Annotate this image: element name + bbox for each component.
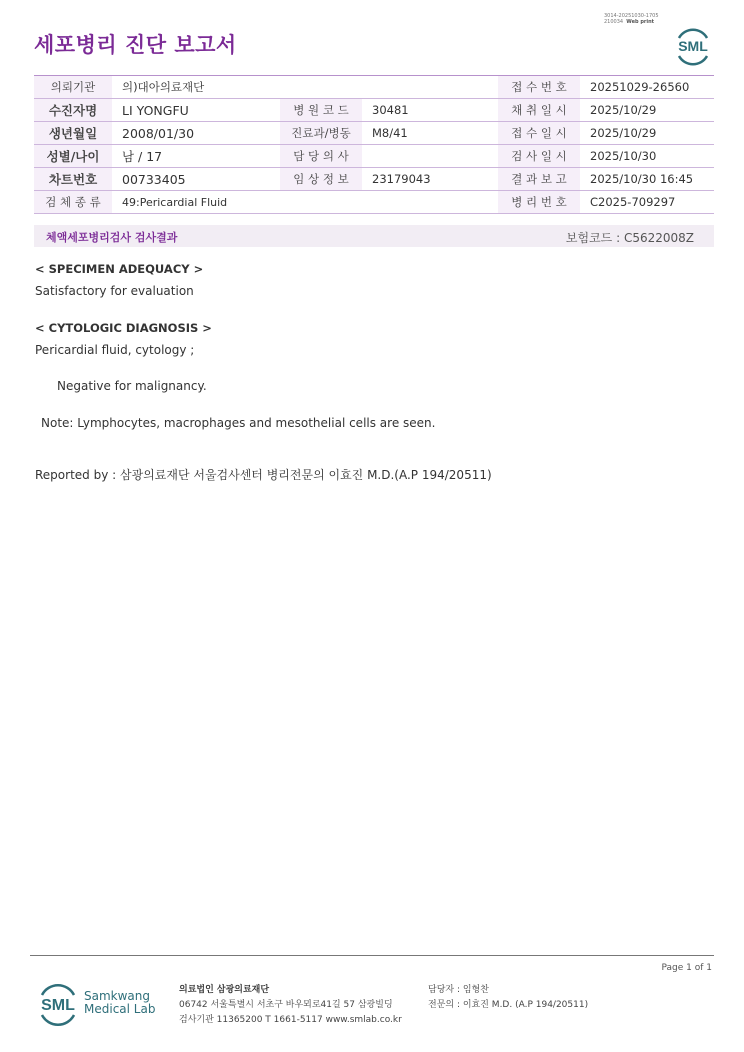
org-address: 06742 서울특별시 서초구 바우뫼로41길 57 삼광빌딩 xyxy=(179,1000,393,1010)
field-value: 2025/10/29 xyxy=(580,99,714,122)
adequacy-text: Satisfactory for evaluation xyxy=(35,284,194,298)
field-value: 30481 xyxy=(362,99,498,122)
insurance-code: 보험코드 : C5622008Z xyxy=(565,231,694,245)
field-label: 병 원 코 드 xyxy=(280,99,362,122)
field-label: 진료과/병동 xyxy=(280,122,362,145)
field-label: 의뢰기관 xyxy=(34,76,112,99)
chart-number: 00733405 xyxy=(112,168,280,191)
field-value: 20251029-26560 xyxy=(580,76,714,99)
table-row xyxy=(34,145,714,168)
org-name: 의료법인 삼광의료재단 xyxy=(179,985,270,995)
field-label: 검 체 종 류 xyxy=(34,191,112,214)
logo-text: SML xyxy=(41,997,75,1014)
page-number: Page 1 of 1 xyxy=(661,963,712,973)
page-title: 세포병리 진단 보고서 xyxy=(34,33,237,57)
pathology-number: C2025-709297 xyxy=(580,191,714,214)
sml-logo xyxy=(672,26,714,66)
field-label: 임 상 정 보 xyxy=(280,168,362,191)
diagnosis-result: Negative for malignancy. xyxy=(57,379,207,393)
field-label: 접 수 일 시 xyxy=(498,122,580,145)
staff-info: 담당자 : 임형찬 xyxy=(428,985,489,995)
field-label: 생년월일 xyxy=(34,122,112,145)
table-row xyxy=(34,99,714,122)
table-row xyxy=(34,76,714,99)
field-value: 23179043 xyxy=(362,168,498,191)
field-value: M8/41 xyxy=(362,122,498,145)
patient-info-table xyxy=(34,75,714,214)
specialist-info: 전문의 : 이효진 M.D. (A.P 194/20511) xyxy=(428,1000,589,1010)
section-title: 체액세포병리검사 검사결과 xyxy=(46,231,178,244)
table-row xyxy=(34,122,714,145)
field-label: 검 사 일 시 xyxy=(498,145,580,168)
field-label: 담 당 의 사 xyxy=(280,145,362,168)
field-value: 2025/10/30 xyxy=(580,145,714,168)
field-label: 차트번호 xyxy=(34,168,112,191)
field-label: 수진자명 xyxy=(34,99,112,122)
field-value: 2025/10/29 xyxy=(580,122,714,145)
adequacy-header: < SPECIMEN ADEQUACY > xyxy=(35,262,204,276)
note-text: Note: Lymphocytes, macrophages and mesothelial cells are seen. xyxy=(41,416,436,430)
print-code: 3014-20251030-1705 210034 Web print xyxy=(604,13,659,25)
field-label: 병 리 번 호 xyxy=(498,191,580,214)
footer-divider xyxy=(30,955,714,956)
field-value: 2008/01/30 xyxy=(112,122,280,145)
reported-by: Reported by : 삼광의료재단 서울검사센터 병리전문의 이효진 M.D.(A.P 194/20511) xyxy=(35,468,492,482)
specimen-type: 49:Pericardial Fluid xyxy=(112,191,498,214)
field-label: 성별/나이 xyxy=(34,145,112,168)
table-row xyxy=(34,191,714,214)
field-value xyxy=(362,145,498,168)
field-label: 접 수 번 호 xyxy=(498,76,580,99)
field-label: 결 과 보 고 xyxy=(498,168,580,191)
field-value: 남 / 17 xyxy=(112,145,280,168)
diagnosis-header: < CYTOLOGIC DIAGNOSIS > xyxy=(35,321,212,335)
brand-name: Samkwang Medical Lab xyxy=(84,989,156,1016)
logo-text: SML xyxy=(678,38,708,54)
org-contact: 검사기관 11365200 T 1661-5117 www.smlab.co.kr xyxy=(179,1015,402,1025)
sml-footer-logo xyxy=(34,981,82,1027)
field-label: 채 취 일 시 xyxy=(498,99,580,122)
table-row xyxy=(34,168,714,191)
field-value: 의)대아의료재단 xyxy=(112,76,498,99)
field-value: 2025/10/30 16:45 xyxy=(580,168,714,191)
diagnosis-line: Pericardial fluid, cytology ; xyxy=(35,343,195,357)
patient-name: LI YONGFU xyxy=(112,99,280,122)
